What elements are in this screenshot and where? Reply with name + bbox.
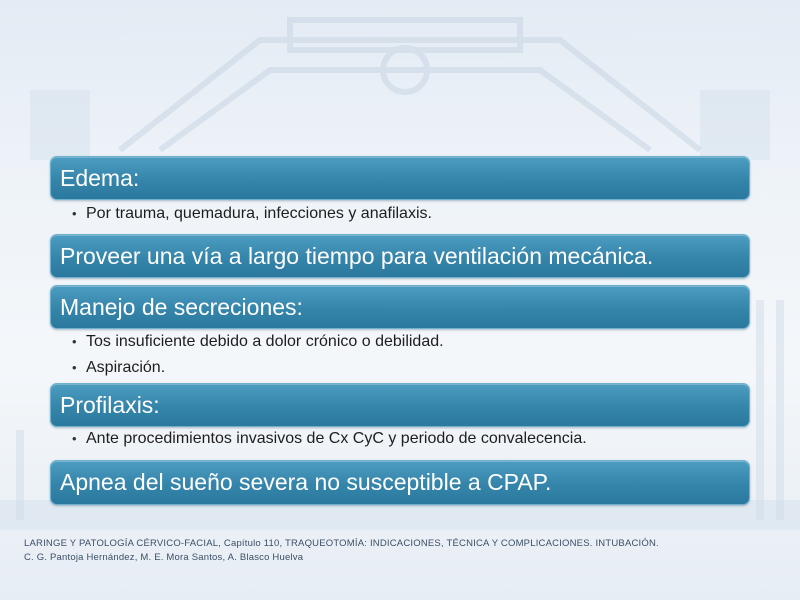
heading-edema: Edema: (50, 156, 750, 200)
citation-line-title: LARINGE Y PATOLOGÍA CÉRVICO-FACIAL, Capítulo 110, TRAQUEOTOMÍA: INDICACIONES, TÉCNICA Y COMPLICACIONES. INTUBACIÓN. (24, 538, 659, 549)
list-item: • Tos insuficiente debido a dolor crónico o debilidad. (72, 329, 444, 355)
bullet-dot-icon: • (72, 206, 77, 221)
bullet-list-secreciones (72, 329, 444, 381)
list-item: • Aspiración. (72, 355, 444, 381)
bullet-dot-icon: • (72, 334, 77, 349)
bullet-dot-icon: • (72, 360, 77, 375)
bullet-dot-icon: • (72, 431, 77, 446)
list-item: • Ante procedimientos invasivos de Cx CyC y periodo de convalecencia. (72, 426, 587, 452)
citation-line-authors: C. G. Pantoja Hernández, M. E. Mora Santos, A. Blasco Huelva (24, 552, 304, 563)
heading-secreciones: Manejo de secreciones: (50, 285, 750, 329)
bullet-list-edema (72, 201, 432, 227)
citation-footer (24, 537, 659, 565)
heading-profilaxis: Profilaxis: (50, 383, 750, 427)
heading-ventilacion: Proveer una vía a largo tiempo para ventilación mecánica. (50, 234, 750, 278)
bullet-list-profilaxis (72, 426, 587, 452)
list-item: • Por trauma, quemadura, infecciones y anafilaxis. (72, 201, 432, 227)
heading-apnea: Apnea del sueño severa no susceptible a CPAP. (50, 460, 750, 505)
